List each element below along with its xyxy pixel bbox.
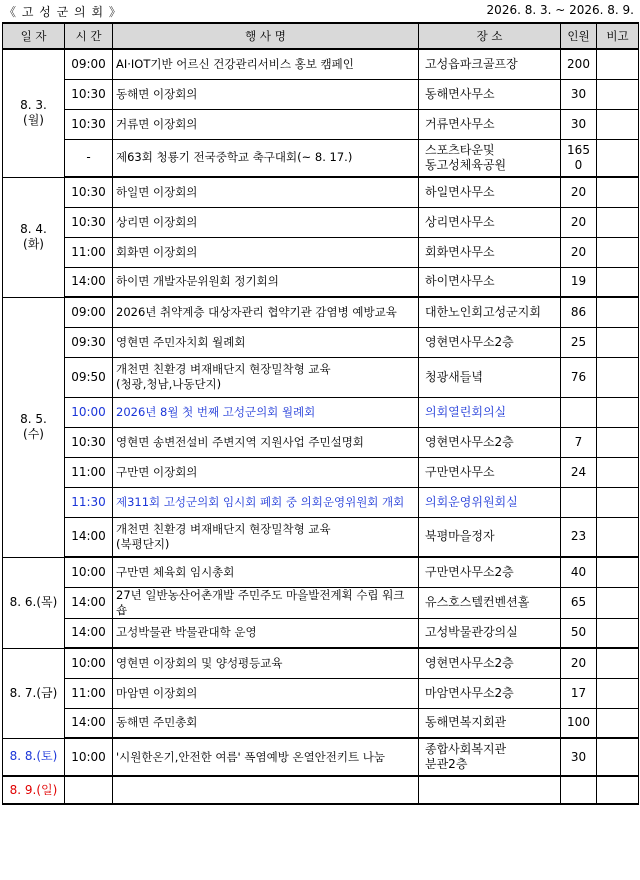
event-time: 14:00: [65, 267, 113, 297]
event-note: [597, 457, 639, 487]
table-row: [3, 587, 639, 618]
event-place: [419, 776, 561, 804]
event-note: [597, 139, 639, 177]
event-people: 24: [561, 457, 597, 487]
event-note: [597, 738, 639, 776]
event-place: 스포츠타운및 동고성체육공원: [419, 139, 561, 177]
event-place: 구만면사무소2층: [419, 557, 561, 587]
event-place: 상리면사무소: [419, 207, 561, 237]
table-row: [3, 297, 639, 327]
event-people: 30: [561, 738, 597, 776]
event-time: -: [65, 139, 113, 177]
col-people: 인원: [561, 23, 597, 49]
day-date: 8. 3. (월): [3, 49, 65, 177]
event-people: 20: [561, 237, 597, 267]
event-place: 동해면복지회관: [419, 708, 561, 738]
event-people: 200: [561, 49, 597, 79]
col-event: 행 사 명: [113, 23, 419, 49]
event-note: [597, 237, 639, 267]
event-note: [597, 267, 639, 297]
event-name: 구만면 이장회의: [113, 457, 419, 487]
event-place: 하일면사무소: [419, 177, 561, 207]
event-time: 11:00: [65, 457, 113, 487]
table-row: [3, 776, 639, 804]
event-name: 개천면 친환경 벼재배단지 현장밀착형 교육 (북평단지): [113, 517, 419, 557]
event-name: 개천면 친환경 벼재배단지 현장밀착형 교육 (청광,청남,나동단지): [113, 357, 419, 397]
event-time: 10:30: [65, 177, 113, 207]
event-note: [597, 177, 639, 207]
event-note: [597, 776, 639, 804]
table-row: [3, 177, 639, 207]
event-people: 86: [561, 297, 597, 327]
event-note: [597, 678, 639, 708]
event-people: 17: [561, 678, 597, 708]
event-place: 유스호스텔컨벤션홀: [419, 587, 561, 618]
event-place: 의회운영위원회실: [419, 487, 561, 517]
event-time: 09:30: [65, 327, 113, 357]
event-people: 23: [561, 517, 597, 557]
event-place: 영현면사무소2층: [419, 427, 561, 457]
event-time: 09:00: [65, 49, 113, 79]
event-time: 14:00: [65, 708, 113, 738]
table-row: [3, 738, 639, 776]
event-note: [597, 648, 639, 678]
event-place: 고성읍파크골프장: [419, 49, 561, 79]
event-time: 10:30: [65, 79, 113, 109]
event-note: [597, 557, 639, 587]
event-people: 65: [561, 587, 597, 618]
table-row: [3, 487, 639, 517]
table-row: [3, 397, 639, 427]
col-date: 일 자: [3, 23, 65, 49]
event-name: AI·IOT기반 어르신 건강관리서비스 홍보 캠페인: [113, 49, 419, 79]
event-note: [597, 357, 639, 397]
day-date: 8. 4. (화): [3, 177, 65, 297]
event-people: 40: [561, 557, 597, 587]
event-time: 09:50: [65, 357, 113, 397]
event-note: [597, 49, 639, 79]
event-note: [597, 297, 639, 327]
event-people: [561, 776, 597, 804]
event-name: 상리면 이장회의: [113, 207, 419, 237]
event-name: 동해면 주민총회: [113, 708, 419, 738]
event-note: [597, 327, 639, 357]
event-name: 제63회 청룡기 전국중학교 축구대회(~ 8. 17.): [113, 139, 419, 177]
event-name: 하일면 이장회의: [113, 177, 419, 207]
event-place: 고성박물관강의실: [419, 618, 561, 648]
day-date: 8. 9.(일): [3, 776, 65, 804]
event-people: 20: [561, 648, 597, 678]
event-note: [597, 207, 639, 237]
schedule-header: [0, 0, 640, 22]
table-row: [3, 327, 639, 357]
event-place: 영현면사무소2층: [419, 327, 561, 357]
table-header-row: [3, 23, 639, 49]
event-note: [597, 109, 639, 139]
table-row: [3, 678, 639, 708]
event-place: 북평마을정자: [419, 517, 561, 557]
event-note: [597, 587, 639, 618]
event-place: 대한노인회고성군지회: [419, 297, 561, 327]
event-people: [561, 487, 597, 517]
event-place: 영현면사무소2층: [419, 648, 561, 678]
table-row: [3, 49, 639, 79]
event-time: 11:00: [65, 237, 113, 267]
event-people: 30: [561, 79, 597, 109]
event-time: 10:30: [65, 109, 113, 139]
event-name: 27년 일반농산어촌개발 주민주도 마을발전계획 수립 워크숍: [113, 587, 419, 618]
event-people: 25: [561, 327, 597, 357]
event-name: 마암면 이장회의: [113, 678, 419, 708]
event-time: 10:30: [65, 427, 113, 457]
schedule-period: 2026. 8. 3. ~ 2026. 8. 9.: [486, 3, 634, 17]
event-time: 14:00: [65, 618, 113, 648]
event-name: 동해면 이장회의: [113, 79, 419, 109]
table-row: [3, 517, 639, 557]
col-place: 장 소: [419, 23, 561, 49]
event-people: 100: [561, 708, 597, 738]
event-people: 165 0: [561, 139, 597, 177]
event-place: 청광새들녘: [419, 357, 561, 397]
event-people: 19: [561, 267, 597, 297]
event-people: 20: [561, 177, 597, 207]
event-name: 2026년 8월 첫 번째 고성군의회 월례회: [113, 397, 419, 427]
event-name: 영현면 주민자치회 월례회: [113, 327, 419, 357]
event-place: 종합사회복지관 분관2층: [419, 738, 561, 776]
event-people: [561, 397, 597, 427]
event-name: [113, 776, 419, 804]
table-row: [3, 427, 639, 457]
event-people: 30: [561, 109, 597, 139]
event-place: 회화면사무소: [419, 237, 561, 267]
event-name: 제311회 고성군의회 임시회 폐회 중 의회운영위원회 개회: [113, 487, 419, 517]
event-time: 14:00: [65, 517, 113, 557]
event-time: 14:00: [65, 587, 113, 618]
table-row: [3, 109, 639, 139]
day-date: 8. 7.(금): [3, 648, 65, 738]
table-row: [3, 648, 639, 678]
event-name: 회화면 이장회의: [113, 237, 419, 267]
table-row: [3, 139, 639, 177]
event-note: [597, 708, 639, 738]
day-date: 8. 5. (수): [3, 297, 65, 557]
event-place: 마암면사무소2층: [419, 678, 561, 708]
col-note: 비고: [597, 23, 639, 49]
day-date: 8. 6.(목): [3, 557, 65, 648]
org-title: 《 고 성 군 의 회 》: [4, 5, 122, 19]
event-people: 7: [561, 427, 597, 457]
event-name: 고성박물관 박물관대학 운영: [113, 618, 419, 648]
event-time: 10:00: [65, 557, 113, 587]
table-row: [3, 267, 639, 297]
event-place: 동해면사무소: [419, 79, 561, 109]
event-note: [597, 397, 639, 427]
event-name: 하이면 개발자문위원회 정기회의: [113, 267, 419, 297]
event-name: 2026년 취약계층 대상자관리 협약기관 감염병 예방교육: [113, 297, 419, 327]
table-row: [3, 618, 639, 648]
event-place: 의회열린회의실: [419, 397, 561, 427]
event-time: 10:00: [65, 648, 113, 678]
event-place: 거류면사무소: [419, 109, 561, 139]
event-note: [597, 79, 639, 109]
event-name: '시원한온기,안전한 여름' 폭염예방 온열안전키트 나눔: [113, 738, 419, 776]
event-people: 76: [561, 357, 597, 397]
schedule-table: [2, 22, 639, 805]
event-time: 10:30: [65, 207, 113, 237]
table-row: [3, 457, 639, 487]
event-note: [597, 487, 639, 517]
table-row: [3, 708, 639, 738]
event-name: 영현면 이장회의 및 양성평등교육: [113, 648, 419, 678]
event-name: 구만면 체육회 임시총회: [113, 557, 419, 587]
event-people: 20: [561, 207, 597, 237]
event-place: 구만면사무소: [419, 457, 561, 487]
event-time: 10:00: [65, 397, 113, 427]
event-name: 거류면 이장회의: [113, 109, 419, 139]
event-people: 50: [561, 618, 597, 648]
event-name: 영현면 송변전설비 주변지역 지원사업 주민설명회: [113, 427, 419, 457]
event-time: 10:00: [65, 738, 113, 776]
event-time: 11:00: [65, 678, 113, 708]
table-row: [3, 237, 639, 267]
event-note: [597, 618, 639, 648]
event-time: 11:30: [65, 487, 113, 517]
table-row: [3, 207, 639, 237]
table-row: [3, 357, 639, 397]
table-row: [3, 557, 639, 587]
event-time: 09:00: [65, 297, 113, 327]
col-time: 시 간: [65, 23, 113, 49]
event-place: 하이면사무소: [419, 267, 561, 297]
table-row: [3, 79, 639, 109]
event-note: [597, 517, 639, 557]
event-time: [65, 776, 113, 804]
day-date: 8. 8.(토): [3, 738, 65, 776]
event-note: [597, 427, 639, 457]
